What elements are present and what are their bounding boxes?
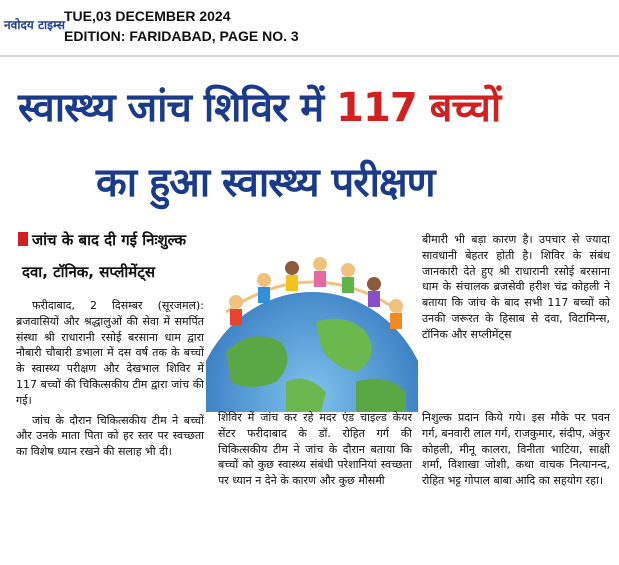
article-column-2 <box>218 410 412 493</box>
logo-text: नवोदय टाइम्स <box>4 18 66 32</box>
newspaper-logo <box>4 12 66 38</box>
subheading-line-2: दवा, टॉनिक, सप्लीमेंट्स <box>22 263 155 281</box>
headline-highlight: 117 बच्चों <box>336 85 501 131</box>
paragraph: शिविर में जांच कर रहे मदर एंड चाइल्ड केयर सेंटर फरीदाबाद के डॉ. रोहित गर्ग की चिकित्सकीय टीम ने जांच के दौरान बताया कि बच्चों को कुछ स्वास्थ्य संबंधी परेशानियां स्वच्छता पर ध्यान न देने के कारण और कुछ मौसमी <box>218 411 412 488</box>
paragraph: फरीदाबाद, 2 दिसम्बर (सूरजमल): ब्रजवासियों और श्रद्धालुओं की सेवा में समर्पित संस्था श्री राधारानी रसोई बरसाना धाम द्वारा नौबारी चौबारी डभाला में दस वर्ष तक के बच्चों के स्वास्थ्य परीक्षण और देखभाल शिविर में 117 बच्चों की चिकित्सकीय टीम द्वारा जांच की गई। <box>16 299 204 407</box>
header-divider <box>0 55 619 57</box>
paragraph: बीमारी भी बड़ा कारण है। उपचार से ज्यादा सावधानी बेहतर होती है। शिविर के संबंध जानकारी देते हुए श्री राधारानी रसोई बरसाना धाम के संचालक ब्रजसेवी हरीश चंद्र कोहली ने बताया कि जांच के बाद सभी 117 बच्चों को उनकी जरूरत के हिसाब से दवा, विटामिन्स, टॉनिक और सप्लीमेंट्स <box>422 233 610 341</box>
headline-text: स्वास्थ्य जांच शिविर में <box>18 85 337 131</box>
children-globe-illustration <box>206 232 418 412</box>
subheading-line-1: जांच के बाद दी गई निःशुल्क <box>32 231 186 249</box>
article-column-1 <box>16 298 204 464</box>
subheading-marker <box>18 232 28 246</box>
edition-info: EDITION: FARIDABAD, PAGE NO. 3 <box>64 28 299 44</box>
paragraph: निशुल्क प्रदान किये गये। इस मौके पर पवन गर्ग, बनवारी लाल गर्ग, राजकुमार, संदीप, अंकुर कोहली, मीनू कालरा, विनीता भाटिया, साक्षी शर्मा, विशाखा जोशी, कथा वाचक नित्यानन्द, रोहित भट्ट गोपाल बाबा आदि का सहयोग रहा। <box>422 411 610 488</box>
paragraph: जांच के दौरान चिकित्सकीय टीम ने बच्चों और उनके माता पिता को हर स्तर पर स्वच्छता का विशेष ध्यान रखने की सलाह भी दी। <box>16 413 204 459</box>
headline-line-2: का हुआ स्वास्थ्य परीक्षण <box>96 160 435 206</box>
article-column-3-top <box>422 232 610 347</box>
article-column-3-bottom <box>422 410 610 493</box>
headline-line-1 <box>18 78 500 133</box>
issue-date: TUE,03 DECEMBER 2024 <box>64 8 231 24</box>
